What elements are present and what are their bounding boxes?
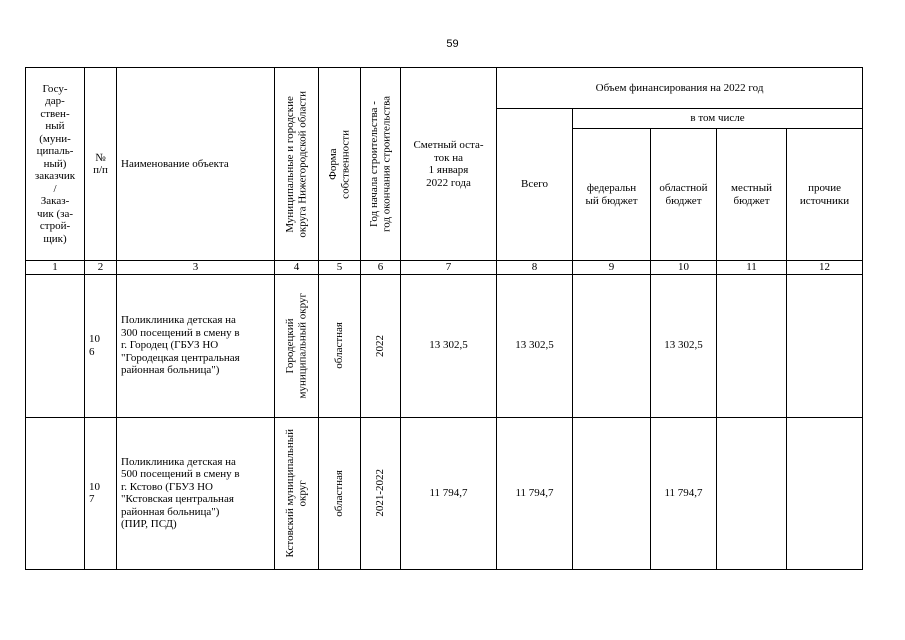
column-number: 8	[497, 261, 573, 275]
column-number: 1	[26, 261, 85, 275]
row-total: 13 302,5	[497, 274, 573, 417]
row-municipality: Кстовский муниципальный округ	[284, 428, 309, 558]
column-number: 12	[787, 261, 863, 275]
table-row	[26, 417, 863, 569]
header-federal: федеральн ый бюджет	[573, 129, 651, 261]
header-other: прочие источники	[787, 129, 863, 261]
header-regional: областной бюджет	[651, 129, 717, 261]
page-number: 59	[446, 38, 459, 50]
column-number: 5	[319, 261, 361, 275]
column-number: 6	[361, 261, 401, 275]
column-number: 4	[275, 261, 319, 275]
header-local: местный бюджет	[717, 129, 787, 261]
row-number: 10 7	[85, 417, 117, 569]
row-other	[787, 274, 863, 417]
row-object-name: Поликлиника детская на 500 посещений в смену в г. Кстово (ГБУЗ НО "Кстовская центральная районная больница") (ПИР, ПСД)	[117, 417, 275, 569]
row-federal	[573, 274, 651, 417]
header-number: № п/п	[85, 68, 117, 261]
row-total: 11 794,7	[497, 417, 573, 569]
row-ownership: областная	[333, 469, 346, 517]
row-municipality-cell	[275, 274, 319, 417]
header-object-name: Наименование объекта	[117, 68, 275, 261]
row-years-cell	[361, 274, 401, 417]
header-construction-years: Год начала строительства - год окончания строительства	[368, 96, 393, 232]
row-other	[787, 417, 863, 569]
column-number: 9	[573, 261, 651, 275]
financing-table	[25, 67, 863, 570]
header-years-cell	[361, 68, 401, 261]
row-municipality: Городецкий муниципальный округ	[284, 292, 309, 399]
header-ownership: Форма собственности	[327, 129, 352, 199]
header-including: в том числе	[573, 109, 863, 129]
row-object-name: Поликлиника детская на 300 посещений в смену в г. Городец (ГБУЗ НО "Городецкая центральная районная больница")	[117, 274, 275, 417]
column-number-row	[26, 261, 863, 275]
column-number: 10	[651, 261, 717, 275]
header-municipality: Муниципальные и городские округа Нижегородской области	[284, 90, 309, 238]
row-customer	[26, 274, 85, 417]
row-ownership-cell	[319, 274, 361, 417]
header-estimate-balance: Сметный оста- ток на 1 января 2022 года	[401, 68, 497, 261]
header-customer: Госу- дар- ствен- ный (муни- ципаль- ный) заказчик / Заказ- чик (за- строй- щик)	[26, 68, 85, 261]
header-ownership-cell	[319, 68, 361, 261]
row-regional: 11 794,7	[651, 417, 717, 569]
row-regional: 13 302,5	[651, 274, 717, 417]
row-local	[717, 274, 787, 417]
row-ownership-cell	[319, 417, 361, 569]
row-years: 2021-2022	[374, 469, 387, 517]
row-ownership: областная	[333, 322, 346, 369]
row-years: 2022	[374, 334, 387, 357]
column-number: 11	[717, 261, 787, 275]
row-local	[717, 417, 787, 569]
header-total: Всего	[497, 109, 573, 261]
header-municipality-cell	[275, 68, 319, 261]
column-number: 7	[401, 261, 497, 275]
column-number: 2	[85, 261, 117, 275]
column-number: 3	[117, 261, 275, 275]
row-estimate-balance: 13 302,5	[401, 274, 497, 417]
row-municipality-cell	[275, 417, 319, 569]
row-federal	[573, 417, 651, 569]
header-financing-title: Объем финансирования на 2022 год	[497, 68, 863, 109]
table-row	[26, 274, 863, 417]
row-estimate-balance: 11 794,7	[401, 417, 497, 569]
row-customer	[26, 417, 85, 569]
row-number: 10 6	[85, 274, 117, 417]
row-years-cell	[361, 417, 401, 569]
